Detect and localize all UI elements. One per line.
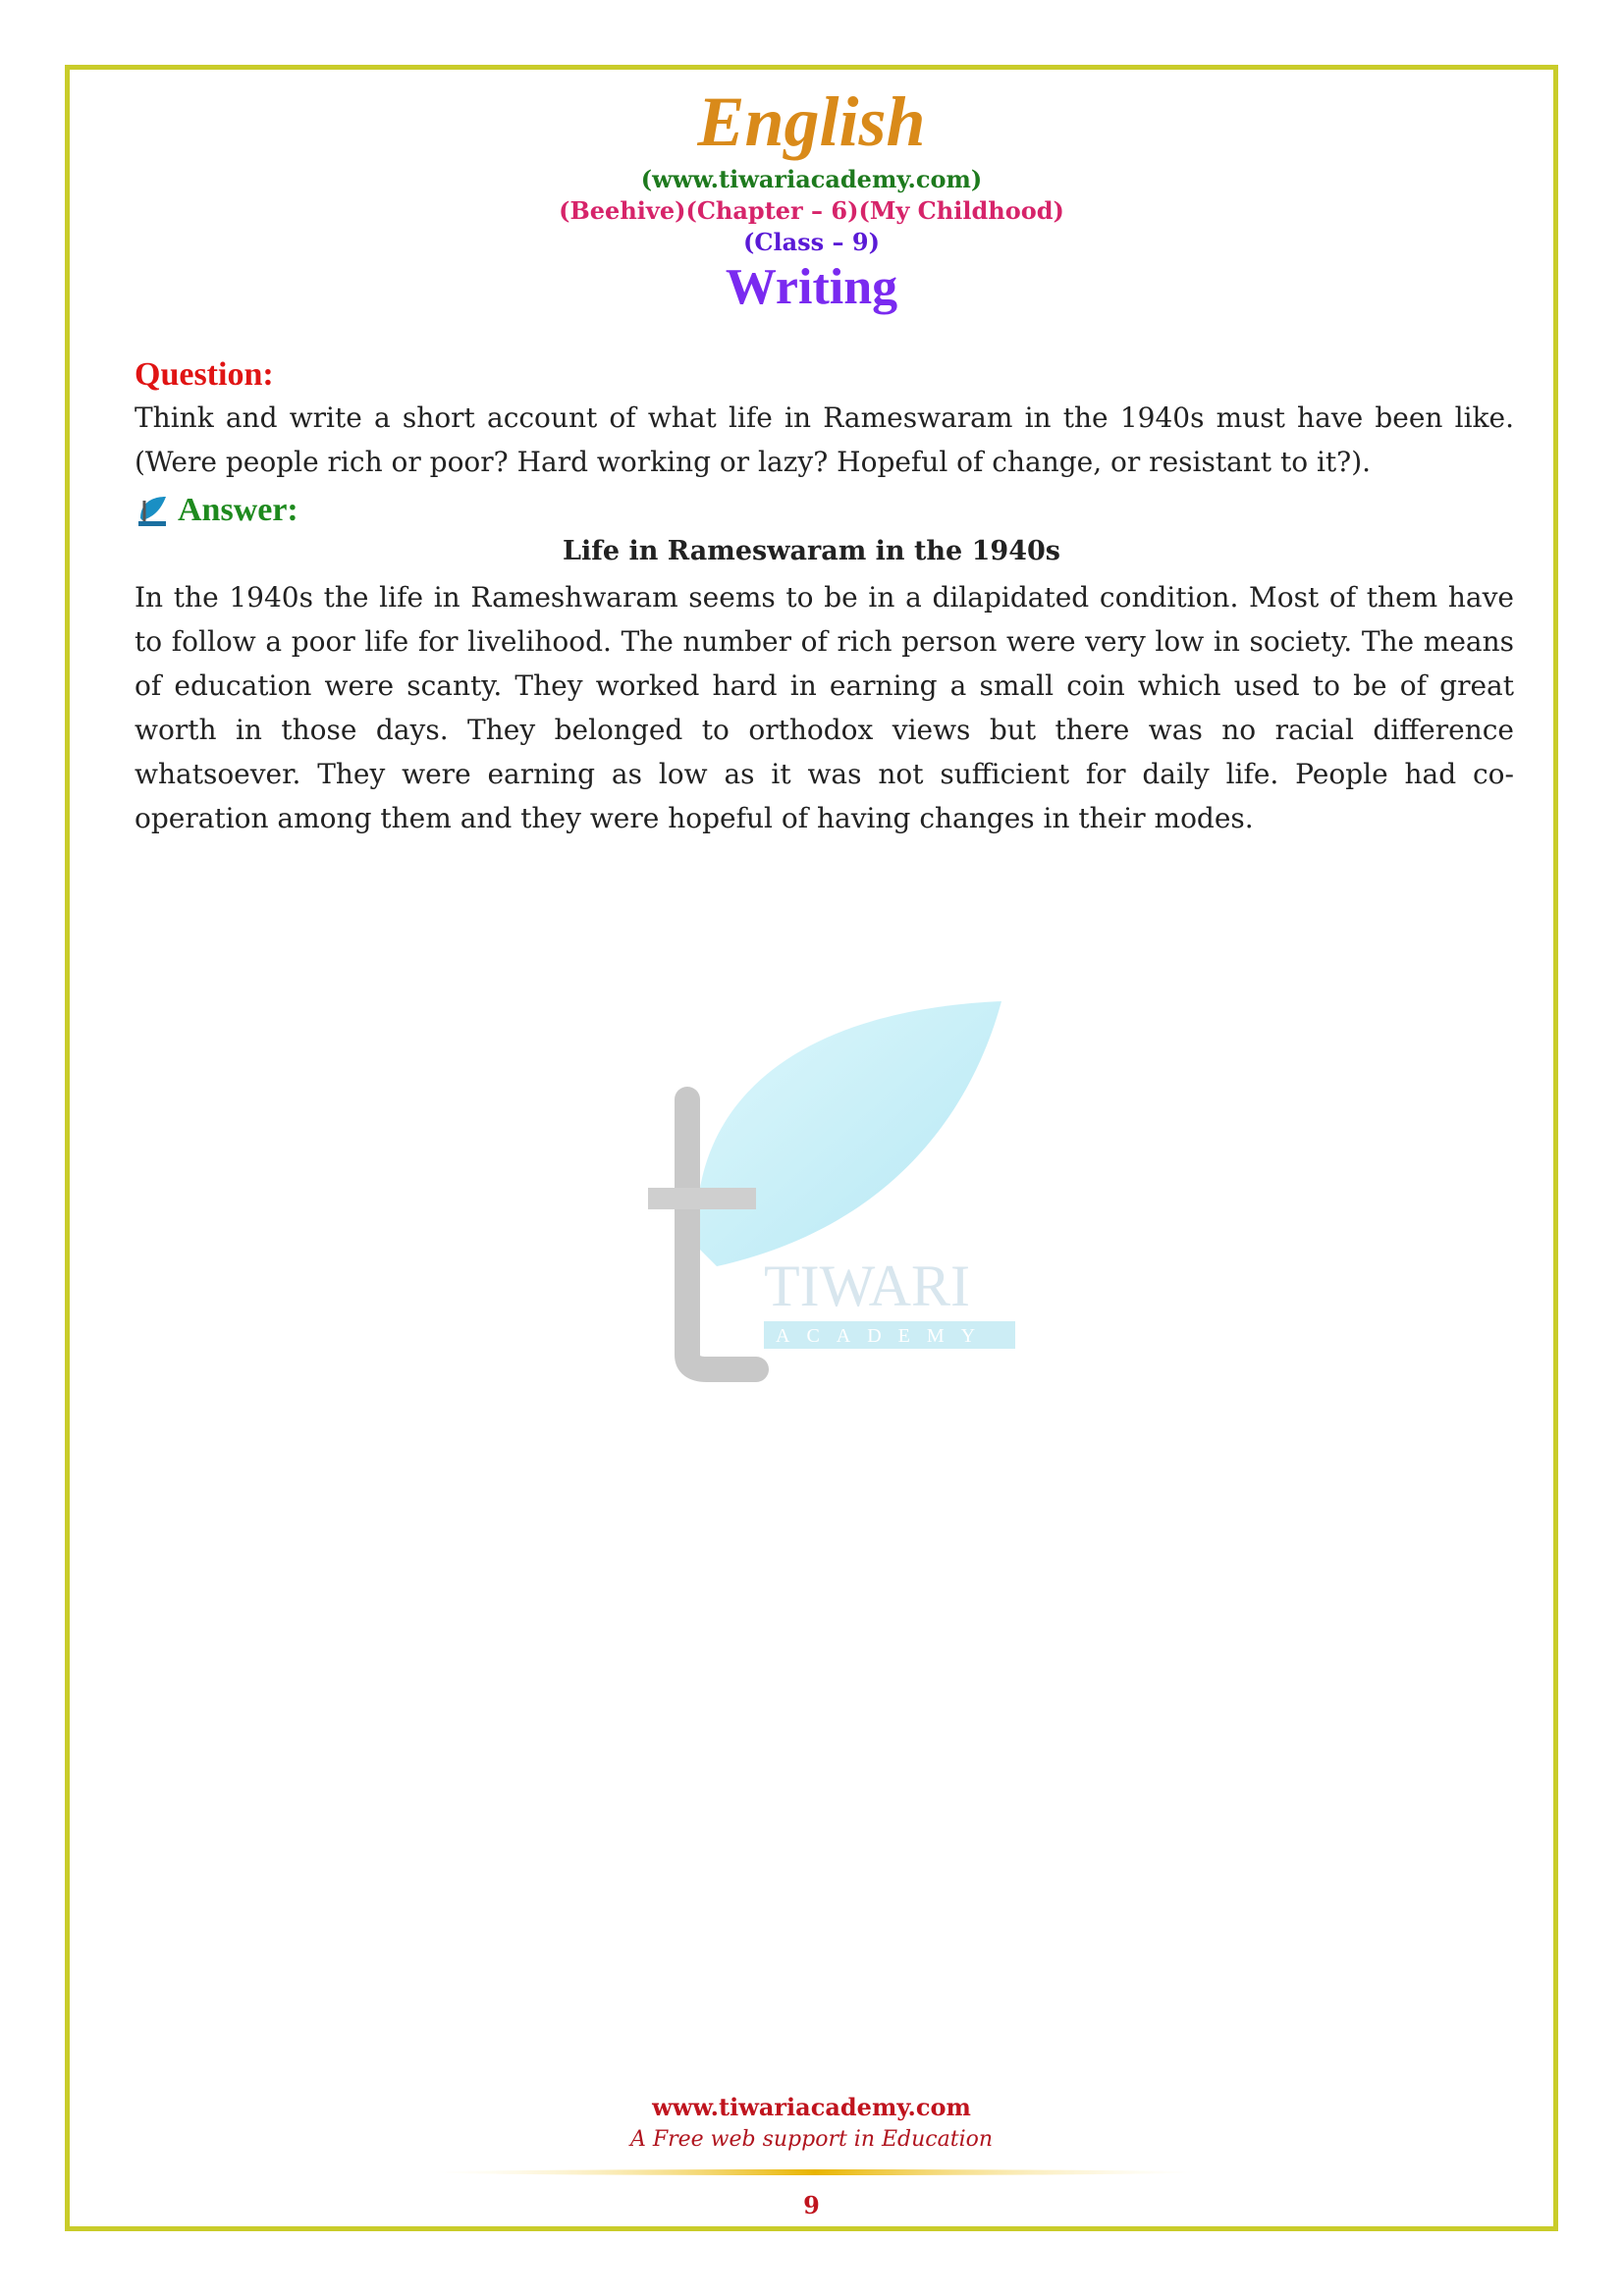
- watermark-t-crossbar: [648, 1188, 756, 1209]
- watermark-leaf-shape: [696, 1001, 1001, 1266]
- answer-heading: Life in Rameswaram in the 1940s: [563, 536, 1060, 566]
- answer-label: Answer:: [178, 492, 298, 528]
- section-title: Writing: [725, 259, 898, 315]
- footer-divider: [432, 2169, 1198, 2175]
- tiwari-academy-watermark: [648, 982, 1021, 1394]
- question-label: Question:: [135, 356, 274, 393]
- class-info: (Class – 9): [743, 228, 880, 256]
- answer-text: In the 1940s the life in Rameshwaram seems to be in a dilapidated condition. Most of them have to follow a poor life for livelihood. The number of rich person were very low in society. The means of education were scanty. They worked hard in earning a small coin which used to be of great worth in those days. They belonged to orthodox views but there was no racial difference whatsoever. They were earning as low as it was not sufficient for daily life. People had co-operation among them and they were hopeful of having changes in their modes.: [135, 581, 1514, 834]
- tiwari-leaf-icon: [135, 493, 170, 528]
- watermark-brand-text: TIWARI: [764, 1254, 970, 1318]
- header-website[interactable]: (www.tiwariacademy.com): [640, 165, 983, 193]
- subject-title: English: [697, 82, 926, 161]
- question-text: Think and write a short account of what life in Rameswaram in the 1940s must have been like. (Were people rich or poor? Hard working or lazy? Hopeful of change, or resistant to it?).: [135, 401, 1514, 478]
- answer-label-row: [135, 489, 298, 532]
- watermark-sub-text: ACADEMY: [776, 1325, 993, 1347]
- page-number: 9: [803, 2191, 820, 2219]
- footer-url[interactable]: www.tiwariacademy.com: [652, 2093, 971, 2121]
- footer-tagline: A Free web support in Education: [629, 2127, 994, 2152]
- chapter-info: (Beehive)(Chapter – 6)(My Childhood): [559, 196, 1064, 225]
